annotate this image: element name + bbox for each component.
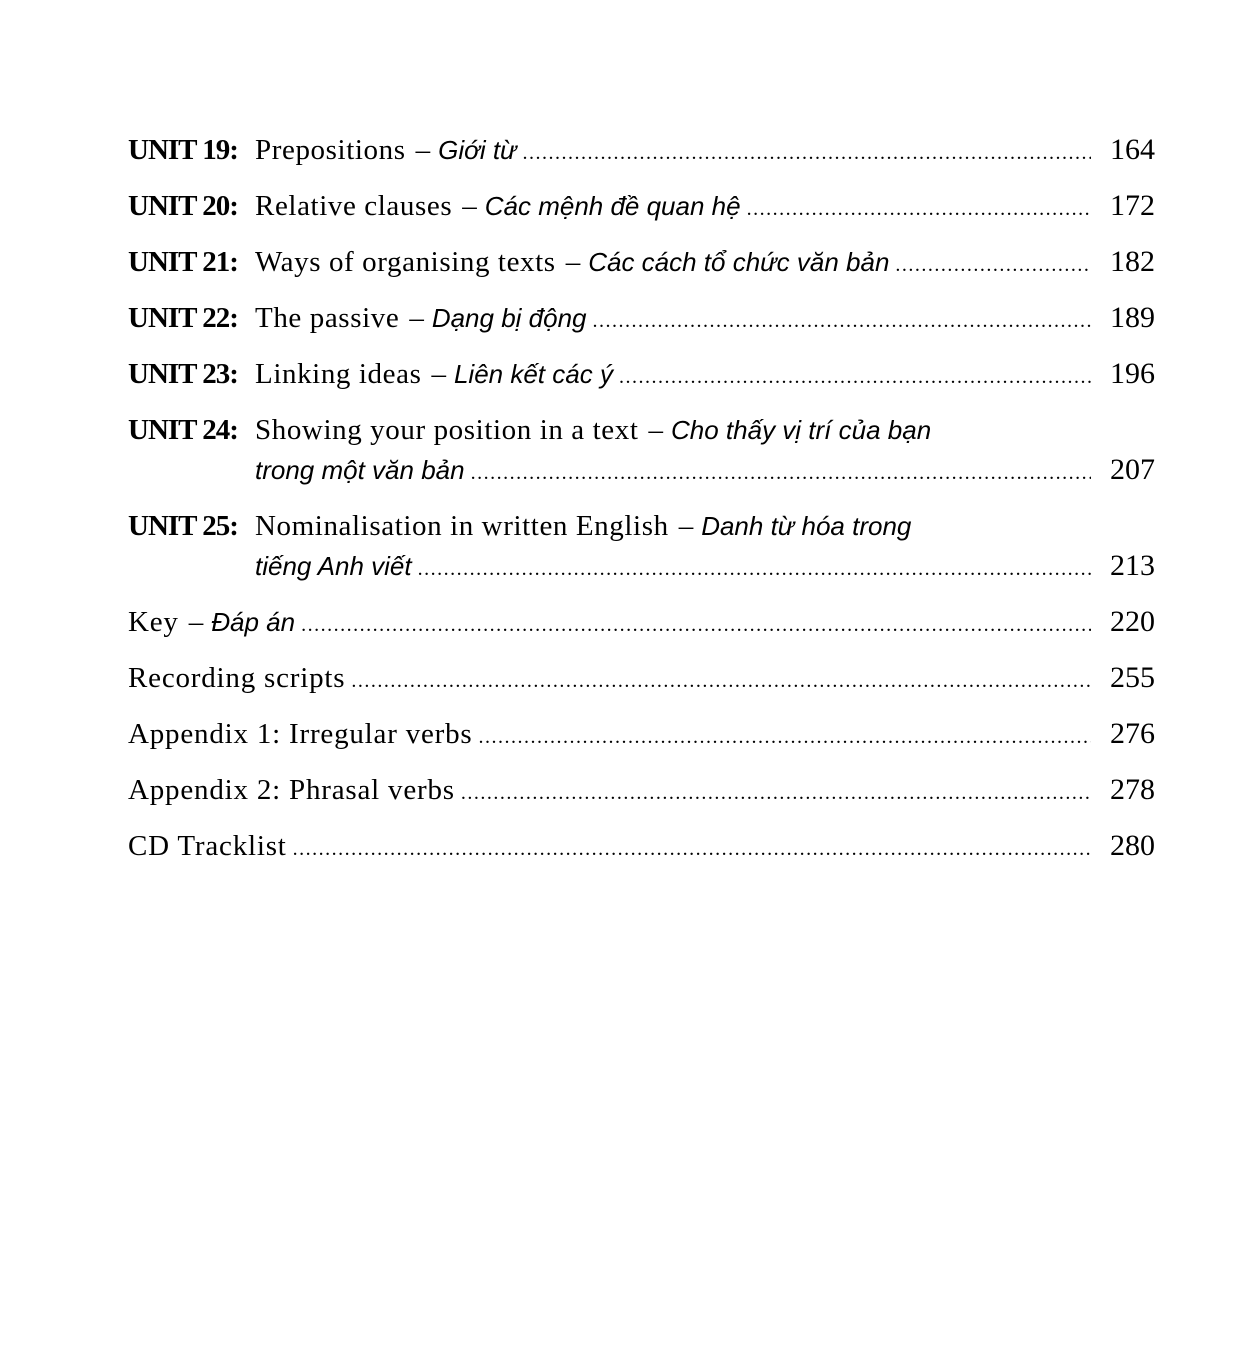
toc-entry-unit-25[interactable] [128,504,1155,600]
dot-leader [301,603,1091,647]
entry-title: Nominalisation in written English [255,510,669,542]
entry-title-vietnamese: Dạng bị động [431,303,587,333]
page-number: 255 [1110,661,1155,694]
entry-title: Appendix 1: Irregular verbs [128,718,473,750]
page-number: 196 [1110,357,1155,390]
page-number: 278 [1110,773,1155,806]
dot-leader [523,131,1091,175]
entry-title-vietnamese: Danh từ hóa trong [701,511,912,541]
dash: – [648,414,664,446]
dash: – [565,246,581,278]
dot-leader [461,771,1091,815]
entry-title-vietnamese-continued: tiếng Anh viết [255,551,412,581]
entry-title: Recording scripts [128,662,346,694]
unit-label: UNIT 25: [128,510,238,542]
entry-title: Showing your position in a text [255,414,639,446]
entry-title: The passive [255,302,400,334]
page-number: 189 [1110,301,1155,334]
dash: – [409,302,424,334]
entry-title: Linking ideas [255,358,422,390]
page-number: 213 [1110,549,1155,582]
entry-title: Ways of organising texts [255,246,556,278]
dot-leader [293,827,1091,871]
entry-title-vietnamese: Cho thấy vị trí của bạn [671,415,932,445]
toc-entry-appendix-1[interactable] [128,712,1155,768]
unit-label: UNIT 20: [128,190,238,222]
entry-title: CD Tracklist [128,830,287,862]
entry-title: Key [128,606,179,638]
page-number: 276 [1110,717,1155,750]
entry-title-vietnamese: Liên kết các ý [453,359,613,389]
page-number: 280 [1110,829,1155,862]
unit-label: UNIT 21: [128,246,238,278]
toc-entry-recording-scripts[interactable] [128,656,1155,712]
unit-label: UNIT 23: [128,358,238,390]
page-number: 220 [1110,605,1155,638]
unit-label: UNIT 22: [128,302,238,334]
dot-leader [351,659,1091,703]
unit-label: UNIT 19: [128,134,238,166]
dot-leader [619,355,1091,399]
entry-title-vietnamese: Đáp án [211,607,296,637]
toc-entry-unit-21[interactable] [128,240,1155,296]
page-number: 172 [1110,189,1155,222]
entry-title-vietnamese: Các cách tổ chức văn bản [588,247,890,277]
entry-title-vietnamese: Các mệnh đề quan hệ [484,191,741,221]
table-of-contents [128,128,1155,880]
dot-leader [593,299,1092,343]
entry-title-vietnamese-continued: trong một văn bản [255,455,465,485]
toc-entry-unit-22[interactable] [128,296,1155,352]
toc-entry-key[interactable] [128,600,1155,656]
dot-leader [479,715,1091,759]
toc-entry-cd-tracklist[interactable] [128,824,1155,880]
entry-title: Relative clauses [255,190,453,222]
toc-entry-unit-24[interactable] [128,408,1155,504]
dash: – [678,510,694,542]
dot-leader [418,547,1091,591]
dash: – [415,134,431,166]
entry-title: Prepositions [255,134,406,166]
page-number: 182 [1110,245,1155,278]
toc-entry-unit-20[interactable] [128,184,1155,240]
page-number: 207 [1110,453,1155,486]
toc-entry-appendix-2[interactable] [128,768,1155,824]
dash: – [462,190,477,222]
unit-label: UNIT 24: [128,414,238,446]
dot-leader [471,451,1091,495]
dash: – [431,358,446,390]
dot-leader [895,243,1091,287]
dot-leader [747,187,1091,231]
toc-entry-unit-19[interactable] [128,128,1155,184]
page-number: 164 [1110,133,1155,166]
entry-title-vietnamese: Giới từ [438,135,517,165]
toc-entry-unit-23[interactable] [128,352,1155,408]
entry-title: Appendix 2: Phrasal verbs [128,774,455,806]
dash: – [188,606,204,638]
